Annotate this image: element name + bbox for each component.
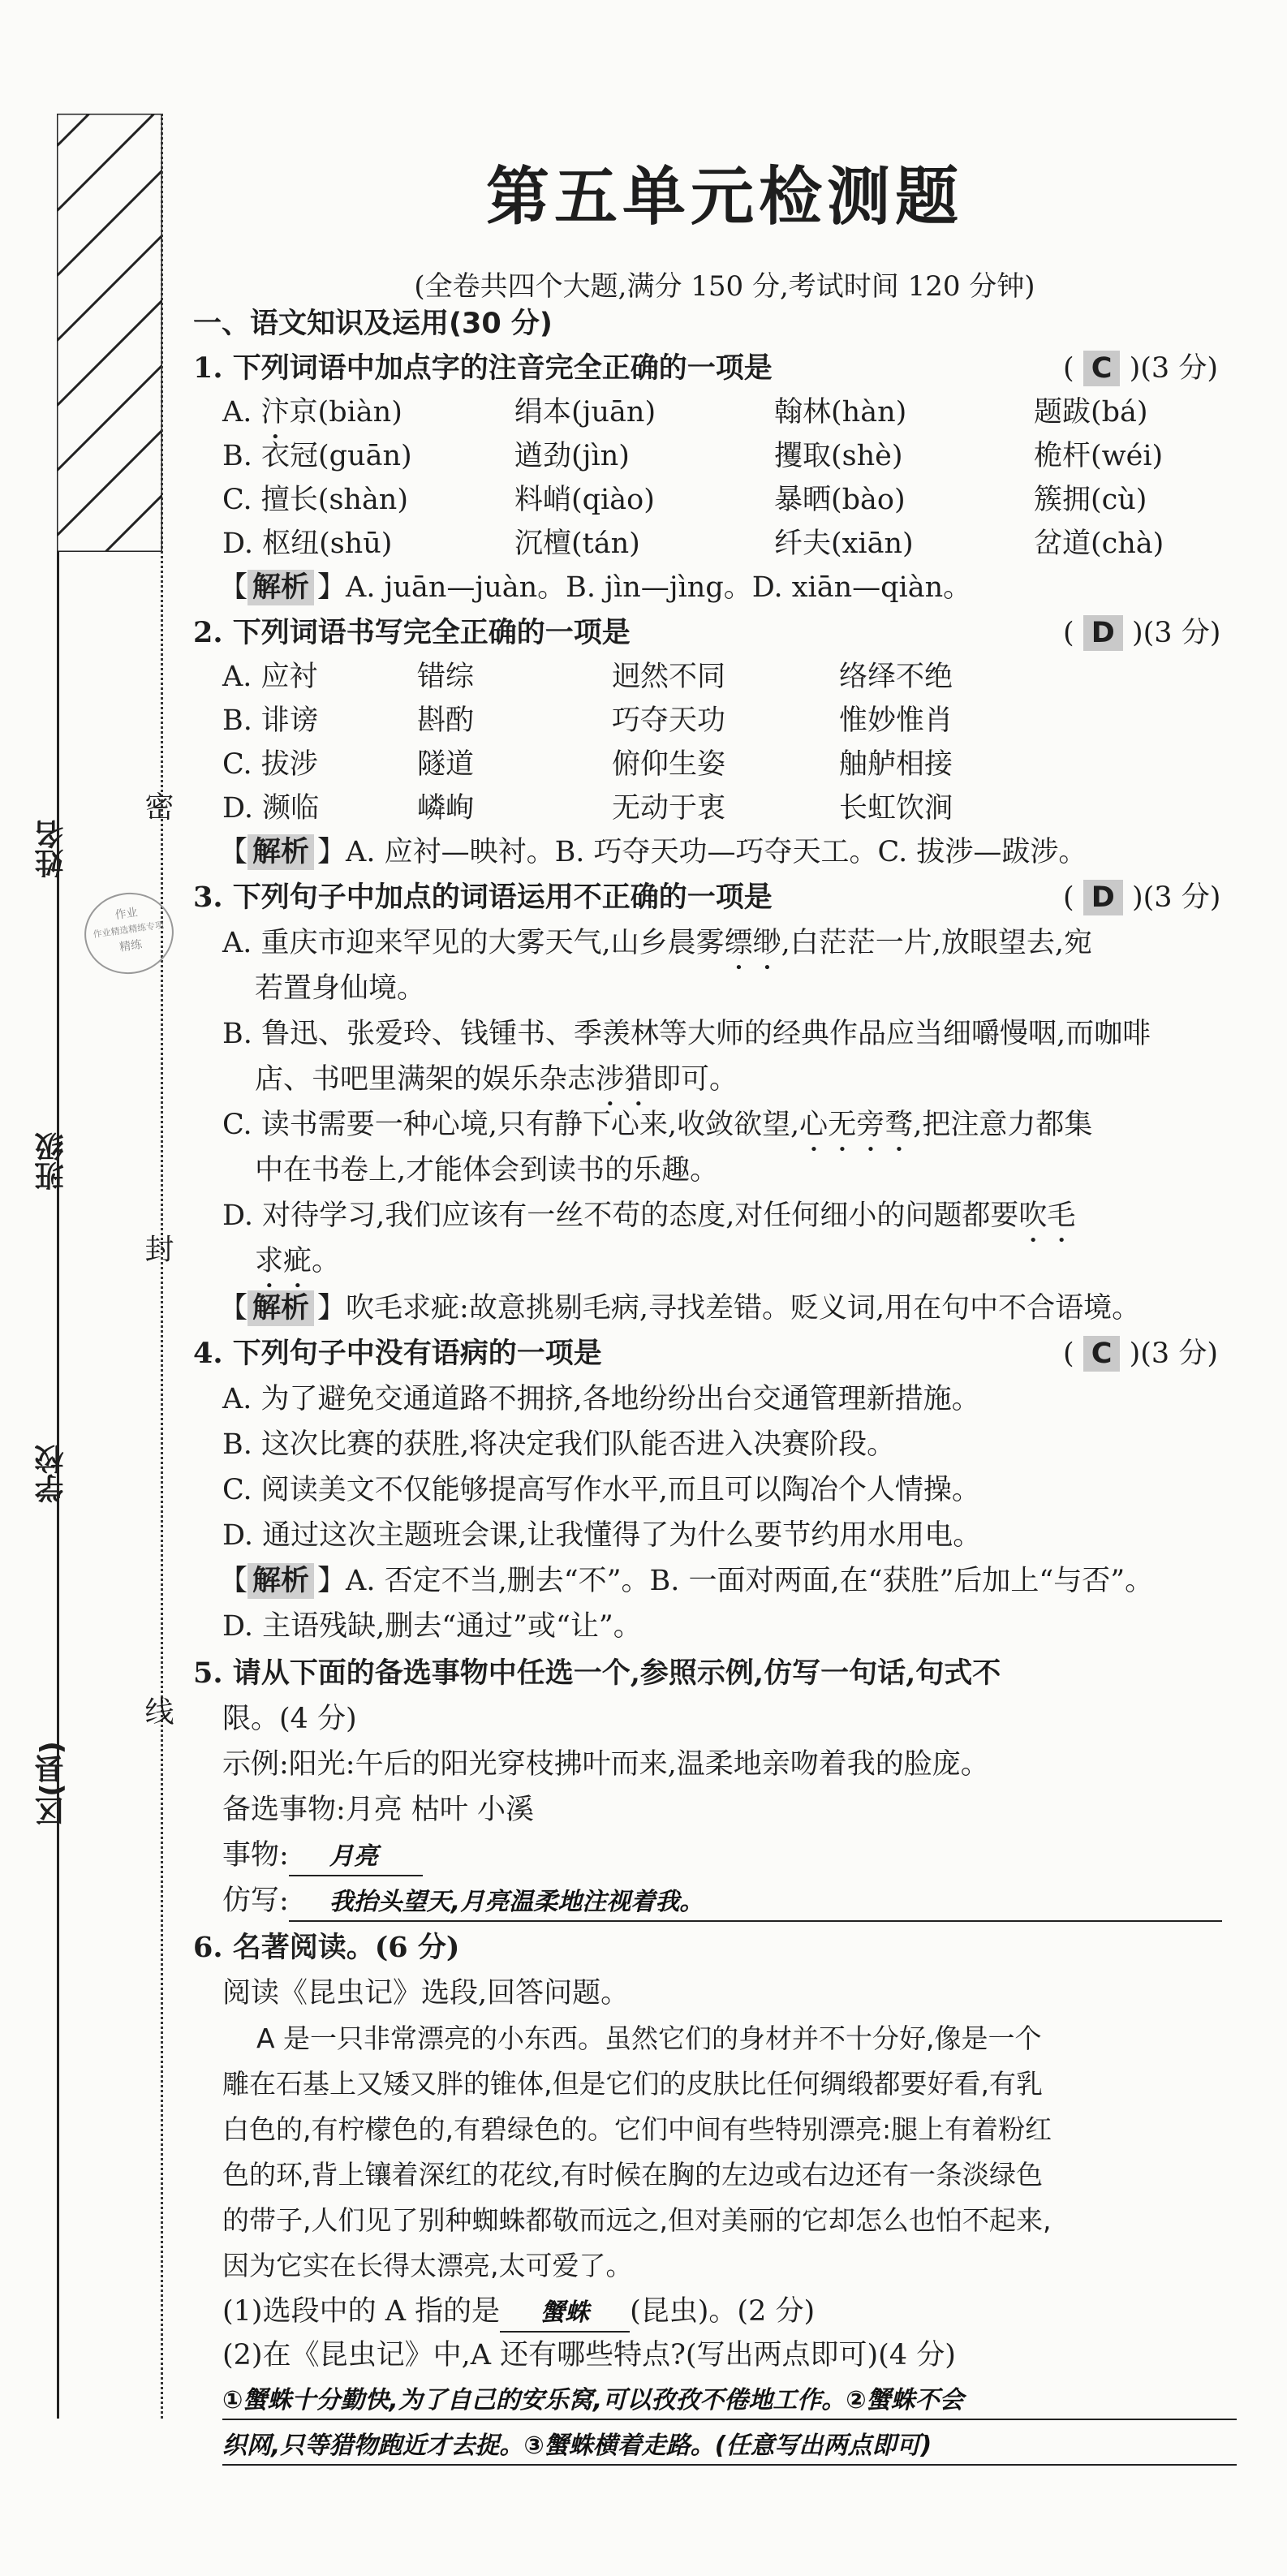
q4-analysis-line2: D. 主语残缺,删去“通过”或“让”。 <box>222 1610 642 1643</box>
q1-analysis-text: A. juān—juàn。B. jìn—jìng。D. xiān—qiàn。 <box>346 571 972 604</box>
stamp-bottom-text: 精练 <box>118 937 144 954</box>
stamp <box>80 887 179 980</box>
q3-b-dotted: 涉猎 <box>596 1063 653 1096</box>
q2-cell: 舳舻相接 <box>839 748 953 781</box>
name-blank <box>58 877 60 1120</box>
q2-cell: C. 拔涉 <box>222 748 318 781</box>
q2-cell: 错综 <box>417 661 475 693</box>
passage-line: 色的环,背上镶着深红的花纹,有时候在胸的左边或右边还有一条淡绿色 <box>222 2159 1043 2190</box>
q3-d-text-end: 。 <box>312 1245 341 1277</box>
q1-cell: 岔道(chà) <box>1034 528 1164 560</box>
q2-cell: 惟妙惟肖 <box>839 704 953 737</box>
q6-sub2: (2)在《昆虫记》中,A 还有哪些特点?(写出两点即可)(4 分) <box>222 2339 956 2371</box>
binding-dotted-line <box>161 114 163 2419</box>
q1-analysis: 【 解析 】A. juān—juàn。B. jìn—jìng。D. xiān—qiàn。 <box>219 571 972 604</box>
sub1-answer-line <box>500 2294 630 2333</box>
q3-analysis-text: 吹毛求疵:故意挑剔毛病,寻找差错。贬义词,用在句中不合语境。 <box>346 1292 1141 1325</box>
q5-options: 备选事物:月亮 枯叶 小溪 <box>222 1794 535 1826</box>
passage-line: 白色的,有柠檬色的,有碧绿色的。它们中间有些特别漂亮:腿上有着粉红 <box>222 2113 1052 2145</box>
q3-score: )(3 分) <box>1131 881 1221 914</box>
q1-cell: 桅杆(wéi) <box>1034 440 1164 472</box>
analysis-tag: 解析 <box>248 1563 314 1599</box>
q1-cell: 料峭(qiào) <box>514 484 655 516</box>
q3-option-b-line2 <box>255 1062 738 1113</box>
q2-cell: 嶙峋 <box>417 792 475 825</box>
q3-option-a-line1 <box>222 925 1092 976</box>
q3-option-c-line2: 中在书卷上,才能体会到读书的乐趣。 <box>255 1154 719 1187</box>
q4-answer-slot: ( C )(3 分) <box>1063 1338 1218 1370</box>
q3-c-text: C. 读书需要一种心境,只有静下心来,收敛欲望, <box>222 1109 800 1141</box>
q1-cell: 簇拥(cù) <box>1034 484 1147 516</box>
q2-analysis-text: A. 应衬—映衬。B. 巧夺天功—巧夺天工。C. 拔涉—跋涉。 <box>346 836 1087 868</box>
q6-answer-2: 织网,只等猎物跑近才去捉。③蟹蛛横着走路。(任意写出两点即可) <box>222 2432 932 2460</box>
q6-intro: 阅读《昆虫记》选段,回答问题。 <box>222 1977 630 2010</box>
passage-line: 的带子,人们见了别种蜘蛛都敬而远之,但对美丽的它却怎么也怕不起来, <box>222 2204 1052 2236</box>
sub1-answer: 蟹蛛 <box>540 2298 590 2327</box>
q2-analysis: 【 解析 】A. 应衬—映衬。B. 巧夺天功—巧夺天工。C. 拔涉—跋涉。 <box>219 836 1087 868</box>
passage-line: 因为它实在长得太漂亮,太可爱了。 <box>222 2250 633 2281</box>
q1-cell: 沉檀(tán) <box>514 528 640 560</box>
school-label: 学校 <box>35 1445 68 1503</box>
exam-info: (全卷共四个大题,满分 150 分,考试时间 120 分钟) <box>414 270 1035 303</box>
q1-score: )(3 分) <box>1129 352 1218 385</box>
q3-analysis: 【 解析 】吹毛求疵:故意挑剔毛病,寻找差错。贬义词,用在句中不合语境。 <box>219 1292 1141 1325</box>
q2-cell: 斟酌 <box>417 704 475 737</box>
imitate-answer-line <box>289 1883 1222 1922</box>
q1-cell: B. 衣冠(guān) <box>222 440 412 472</box>
q3-option-c-line1 <box>222 1107 1092 1158</box>
q3-b-text-end: 即可。 <box>652 1063 738 1096</box>
q5-imitate <box>222 1883 1222 1922</box>
q1-cell: 攫取(shè) <box>774 440 903 472</box>
q6-stem: 6. 名著阅读。(6 分) <box>193 1931 460 1964</box>
sub1-text-end: (昆虫)。(2 分) <box>630 2295 816 2328</box>
q1-answer-slot: ( C )(3 分) <box>1063 352 1218 385</box>
imitate-answer: 我抬头望天,月亮温柔地注视着我。 <box>329 1888 704 1916</box>
stamp-top-text: 作业 <box>114 906 139 923</box>
q1-cell: 翰林(hàn) <box>774 396 907 429</box>
thing-answer-line <box>289 1837 423 1876</box>
q6-answer-line1 <box>222 2381 1237 2420</box>
passage-line: 雕在石基上又矮又胖的锥体,但是它们的皮肤比任何绸缎都要好看,有乳 <box>222 2068 1043 2100</box>
sub1-text: (1)选段中的 A 指的是 <box>222 2295 501 2328</box>
q2-cell: 络绎不绝 <box>839 661 953 693</box>
q6-answer-1: ①蟹蛛十分勤快,为了自己的安乐窝,可以孜孜不倦地工作。②蟹蛛不会 <box>222 2386 964 2414</box>
q3-answer-slot: ( D )(3 分) <box>1063 881 1221 914</box>
q3-b-text: 店、书吧里满架的娱乐杂志 <box>255 1063 596 1096</box>
imitate-label: 仿写: <box>222 1885 289 1917</box>
q3-c-text-end: ,把注意力都集 <box>913 1109 1093 1141</box>
q4-analysis: 【 解析 】A. 否定不当,删去“不”。B. 一面对两面,在“获胜”后加上“与否”。 <box>219 1565 1154 1597</box>
q3-stem: 3. 下列句子中加点的词语运用不正确的一项是 <box>193 881 773 914</box>
class-label: 班级 <box>35 1132 68 1191</box>
q1-cell: 暴晒(bào) <box>774 484 906 516</box>
q2-cell: D. 濒临 <box>222 792 320 825</box>
q3-option-a-line2: 若置身仙境。 <box>255 972 426 1005</box>
q3-option-d-line2 <box>255 1243 340 1294</box>
q4-option: A. 为了避免交通道路不拥挤,各地纷纷出台交通管理新措施。 <box>222 1383 980 1415</box>
page-title: 第五单元检测题 <box>485 161 963 234</box>
analysis-tag: 解析 <box>248 834 314 870</box>
q1-cell: 纤夫(xiān) <box>774 528 914 560</box>
q3-c-dotted: 心无旁骛 <box>799 1109 914 1141</box>
q1-cell: 绢本(juān) <box>514 396 656 429</box>
seal-feng: 封 <box>140 1234 174 1263</box>
q1-answer: C <box>1083 351 1121 386</box>
q1-stem: 1. 下列词语中加点字的注音完全正确的一项是 <box>193 351 773 385</box>
q2-cell: A. 应衬 <box>222 661 318 693</box>
q6-sub1 <box>222 2294 815 2333</box>
stamp-mid-text: 作业精选精练专项 <box>92 919 165 941</box>
q3-d-text: D. 对待学习,我们应该有一丝不苟的态度,对任何细小的问题都要 <box>222 1200 1019 1232</box>
q2-cell: 无动于衷 <box>612 792 726 825</box>
q3-d-dotted-2: 求疵 <box>255 1245 312 1277</box>
thing-label: 事物: <box>222 1839 289 1872</box>
seal-mi: 密 <box>140 791 174 821</box>
q4-analysis-text: A. 否定不当,删去“不”。B. 一面对两面,在“获胜”后加上“与否”。 <box>346 1565 1154 1597</box>
q4-score: )(3 分) <box>1129 1338 1218 1370</box>
q2-stem: 2. 下列词语书写完全正确的一项是 <box>193 616 631 649</box>
seal-xian: 线 <box>140 1696 174 1725</box>
q2-cell: 迥然不同 <box>612 661 726 693</box>
q3-a-text: A. 重庆市迎来罕见的大雾天气,山乡晨雾 <box>222 927 725 959</box>
q2-cell: B. 诽谤 <box>222 704 318 737</box>
q1-cell: 题跋(bá) <box>1034 396 1148 429</box>
q2-answer-slot: ( D )(3 分) <box>1063 617 1221 649</box>
q1-cell: C. 擅长(shàn) <box>222 484 409 516</box>
q3-answer: D <box>1083 880 1123 915</box>
q5-thing <box>222 1837 423 1876</box>
q3-d-dotted: 吹毛 <box>1018 1200 1076 1232</box>
q2-score: )(3 分) <box>1131 617 1221 649</box>
q5-example: 示例:阳光:午后的阳光穿枝拂叶而来,温柔地亲吻着我的脸庞。 <box>222 1748 989 1781</box>
district-label: 区(县) <box>35 1741 68 1826</box>
q4-stem: 4. 下列句子中没有语病的一项是 <box>193 1337 602 1370</box>
q4-option: D. 通过这次主题班会课,让我懂得了为什么要节约用水用电。 <box>222 1519 982 1552</box>
q3-a-dotted: 缥缈 <box>724 927 781 959</box>
analysis-tag: 解析 <box>248 570 314 605</box>
q2-cell: 长虹饮涧 <box>839 792 953 825</box>
q1-cell: D. 枢纽(shū) <box>222 528 393 560</box>
q4-option: C. 阅读美文不仅能够提高写作水平,而且可以陶冶个人情操。 <box>222 1474 980 1506</box>
q5-stem-line1: 5. 请从下面的备选事物中任选一个,参照示例,仿写一句话,句式不 <box>193 1656 1001 1690</box>
q3-option-d-line1 <box>222 1198 1075 1249</box>
name-label: 姓名 <box>35 820 68 878</box>
thing-answer: 月亮 <box>329 1842 378 1871</box>
q3-a-text-end: ,白茫茫一片,放眼望去,宛 <box>781 927 1093 959</box>
q4-answer: C <box>1083 1336 1121 1372</box>
q1-cell: 遒劲(jìn) <box>514 440 630 472</box>
q2-cell: 俯仰生姿 <box>612 748 726 781</box>
section-heading: 一、语文知识及运用(30 分) <box>193 308 553 340</box>
q3-option-b-line1: B. 鲁迅、张爱玲、钱锺书、季羡林等大师的经典作品应当细嚼慢咽,而咖啡 <box>222 1018 1151 1050</box>
q4-option: B. 这次比赛的获胜,将决定我们队能否进入决赛阶段。 <box>222 1428 896 1461</box>
q2-cell: 隧道 <box>417 748 475 781</box>
q6-answer-line2 <box>222 2427 1237 2466</box>
q1-cell: A. 汴京(biàn) <box>222 396 402 429</box>
passage-line: A 是一只非常漂亮的小东西。虽然它们的身材并不十分好,像是一个 <box>222 2022 1042 2054</box>
q2-cell: 巧夺天功 <box>612 704 726 737</box>
q5-stem-line2: 限。(4 分) <box>222 1703 357 1735</box>
analysis-tag: 解析 <box>248 1290 314 1326</box>
q2-answer: D <box>1083 615 1123 651</box>
